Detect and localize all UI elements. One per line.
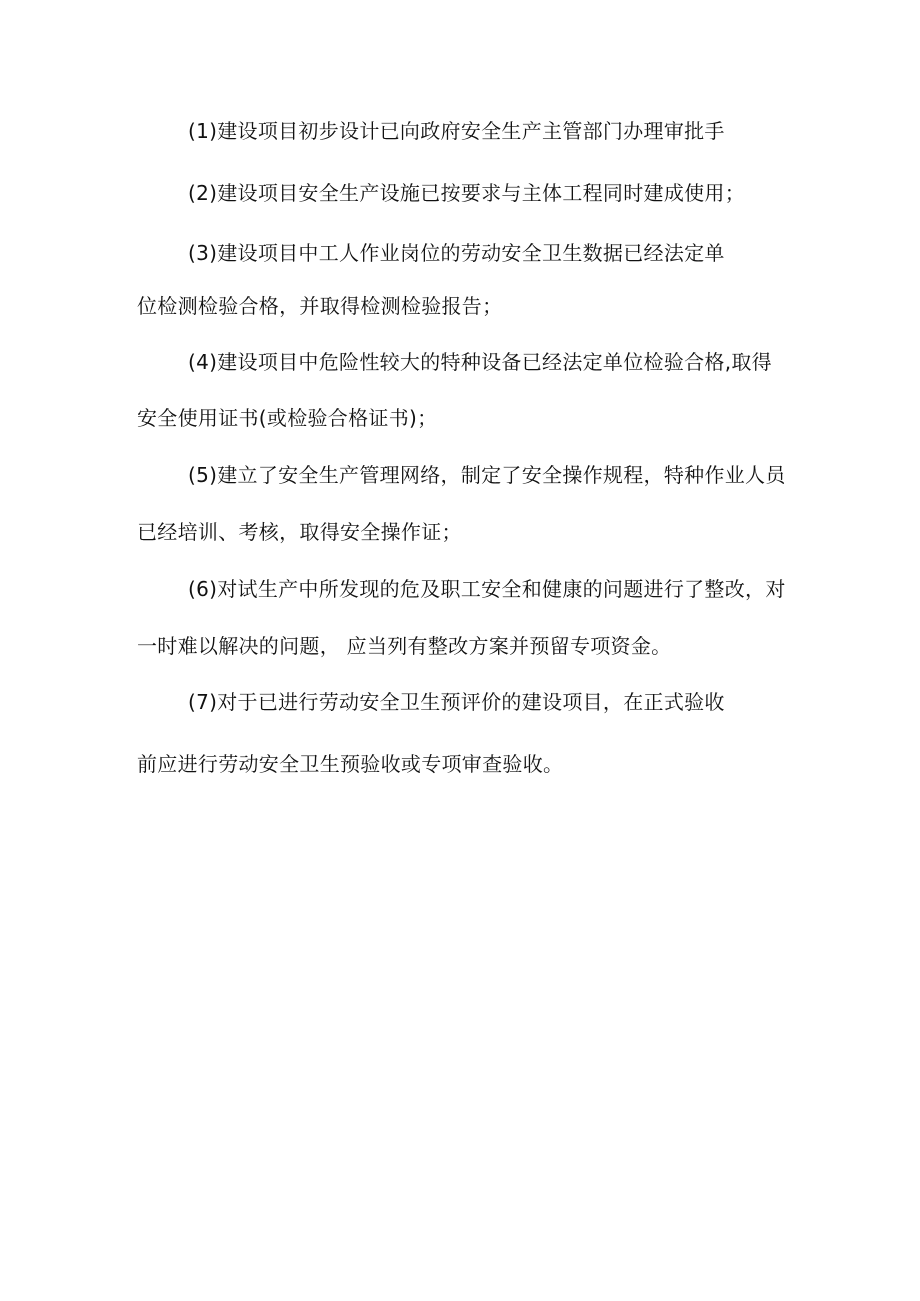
- item-6-line-1: (6)对试生产中所发现的危及职工安全和健康的问题进行了整改，对: [188, 577, 786, 601]
- item-2-line-1: (2)建设项目安全生产设施已按要求与主体工程同时建成使用；: [188, 181, 746, 205]
- item-6-line-2: 一时难以解决的问题， 应当列有整改方案并预留专项资金。: [137, 634, 672, 658]
- item-7-line-2: 前应进行劳动安全卫生预验收或专项审查验收。: [137, 752, 564, 776]
- item-7-line-1: (7)对于已进行劳动安全卫生预评价的建设项目，在正式验收: [188, 690, 725, 714]
- item-3-line-2: 位检测检验合格，并取得检测检验报告；: [137, 294, 503, 318]
- item-4-line-2: 安全使用证书(或检验合格证书)；: [137, 406, 438, 430]
- item-5-line-2: 已经培训、考核，取得安全操作证；: [137, 520, 462, 544]
- item-1-line-1: (1)建设项目初步设计已向政府安全生产主管部门办理审批手: [188, 119, 725, 143]
- item-5-line-1: (5)建立了安全生产管理网络，制定了安全操作规程，特种作业人员: [188, 463, 786, 487]
- item-4-line-1: (4)建设项目中危险性较大的特种设备已经法定单位检验合格,取得: [188, 350, 772, 374]
- item-3-line-1: (3)建设项目中工人作业岗位的劳动安全卫生数据已经法定单: [188, 241, 725, 265]
